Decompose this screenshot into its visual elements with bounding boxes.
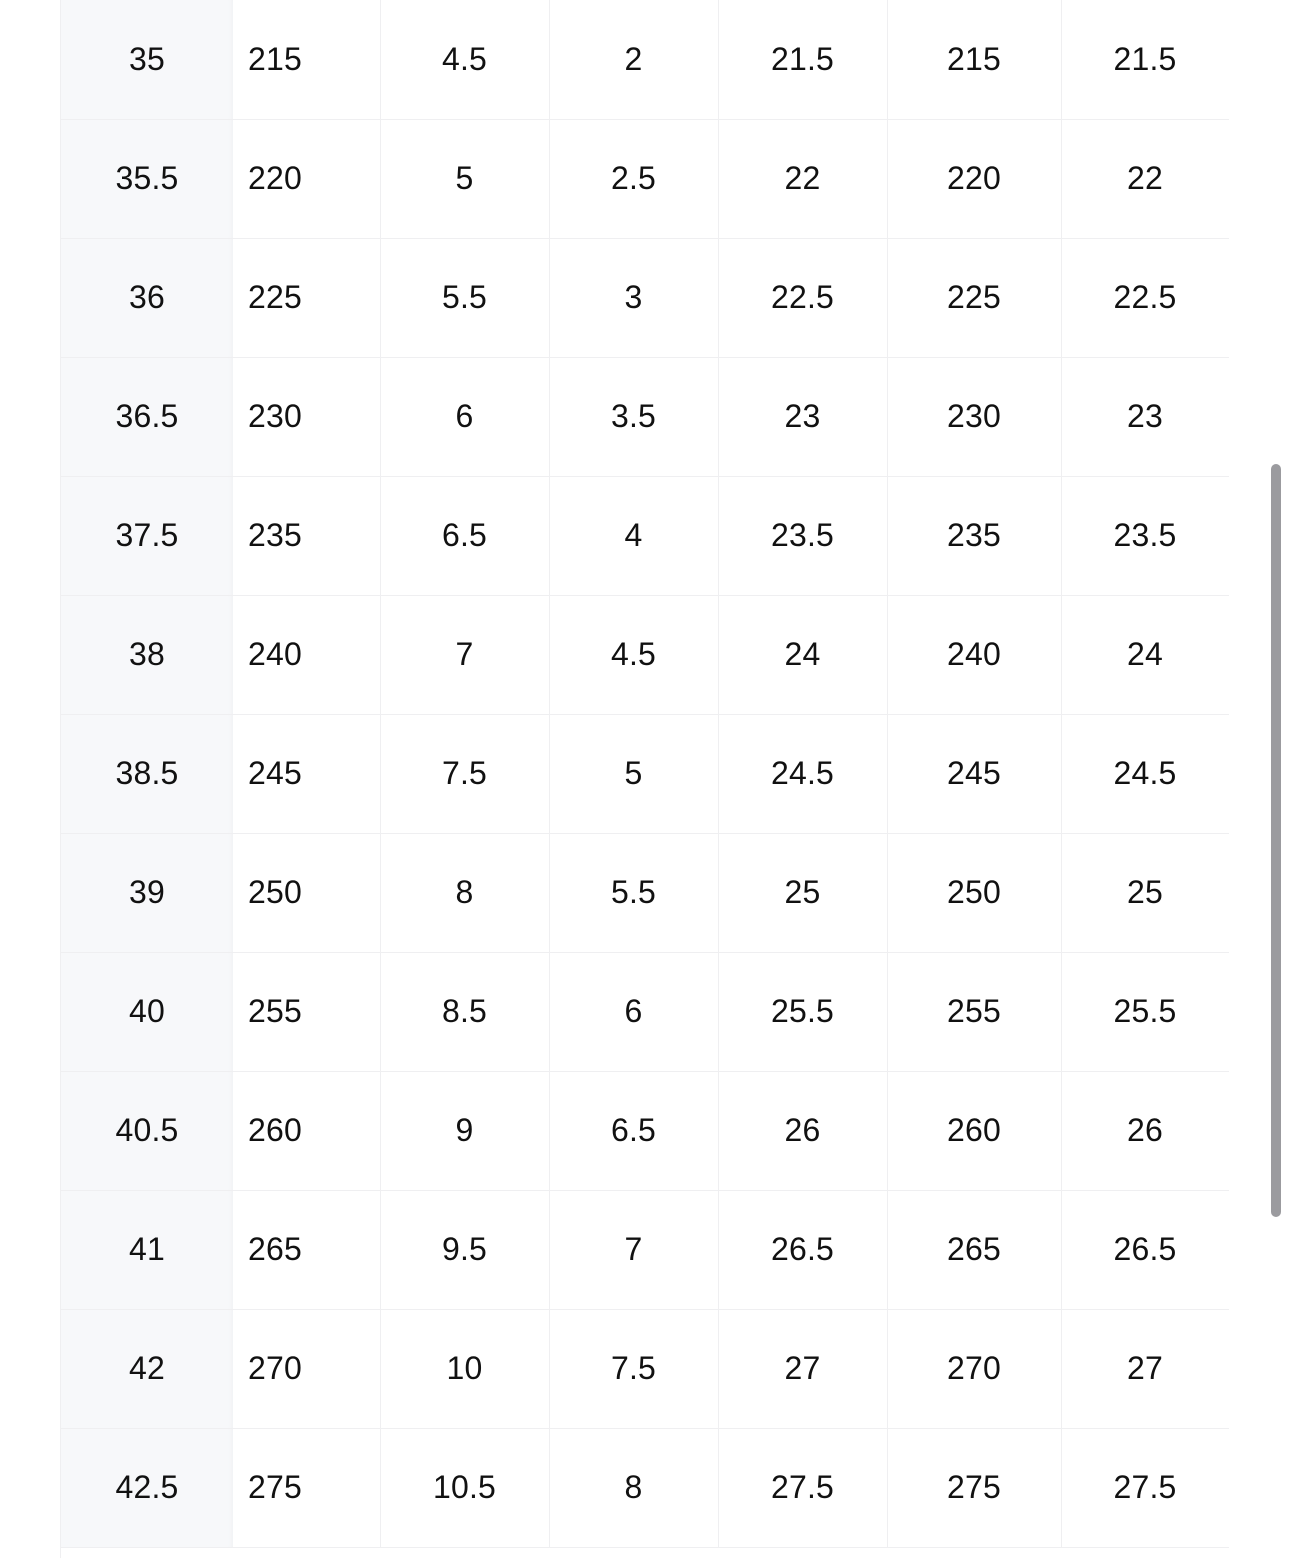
cell-col-7: 22 [1061, 119, 1229, 238]
cell-col-5: 25 [718, 833, 887, 952]
table-row [61, 1309, 1229, 1428]
cell-col-7: 25 [1061, 833, 1229, 952]
cell-col-4: 6.5 [549, 1071, 718, 1190]
cell-col-5: 26 [718, 1071, 887, 1190]
cell-col-6: 270 [887, 1309, 1061, 1428]
cell-col-3: 5 [380, 119, 549, 238]
cell-mm-size: 220 [233, 119, 380, 238]
cell-col-3: 9.5 [380, 1190, 549, 1309]
cell-mm-size: 240 [233, 595, 380, 714]
cell-col-7: 26 [1061, 1071, 1229, 1190]
cell-eu-size: 40.5 [61, 1071, 233, 1190]
cell-col-3: 6.5 [380, 476, 549, 595]
cell-col-3: 10.5 [380, 1428, 549, 1547]
cell-col-6: 220 [887, 119, 1061, 238]
cell-col-5: 22 [718, 119, 887, 238]
cell-mm-size: 265 [233, 1190, 380, 1309]
cell-eu-size: 42.5 [61, 1428, 233, 1547]
cell-col-7: 22.5 [1061, 238, 1229, 357]
size-chart-table [61, 0, 1229, 1548]
cell-col-6: 240 [887, 595, 1061, 714]
cell-col-6: 235 [887, 476, 1061, 595]
cell-col-4: 2 [549, 0, 718, 119]
cell-mm-size: 245 [233, 714, 380, 833]
cell-col-6: 215 [887, 0, 1061, 119]
table-row [61, 1071, 1229, 1190]
cell-col-5: 23 [718, 357, 887, 476]
cell-mm-size: 230 [233, 357, 380, 476]
cell-col-6: 255 [887, 952, 1061, 1071]
cell-col-5: 25.5 [718, 952, 887, 1071]
cell-col-7: 25.5 [1061, 952, 1229, 1071]
table-row [61, 833, 1229, 952]
cell-eu-size: 40 [61, 952, 233, 1071]
cell-eu-size: 41 [61, 1190, 233, 1309]
cell-col-6: 250 [887, 833, 1061, 952]
cell-col-4: 2.5 [549, 119, 718, 238]
cell-eu-size: 35 [61, 0, 233, 119]
table-row [61, 952, 1229, 1071]
cell-mm-size: 255 [233, 952, 380, 1071]
cell-col-5: 24 [718, 595, 887, 714]
table-row [61, 476, 1229, 595]
cell-eu-size: 36.5 [61, 357, 233, 476]
cell-eu-size: 42 [61, 1309, 233, 1428]
table-row [61, 238, 1229, 357]
size-chart-scroll-area[interactable] [61, 0, 1229, 1558]
cell-col-4: 5.5 [549, 833, 718, 952]
cell-col-3: 10 [380, 1309, 549, 1428]
table-row [61, 714, 1229, 833]
cell-col-7: 24 [1061, 595, 1229, 714]
cell-col-3: 7.5 [380, 714, 549, 833]
cell-col-3: 8 [380, 833, 549, 952]
cell-col-6: 230 [887, 357, 1061, 476]
cell-col-3: 9 [380, 1071, 549, 1190]
cell-eu-size: 36 [61, 238, 233, 357]
cell-col-3: 4.5 [380, 0, 549, 119]
cell-col-7: 26.5 [1061, 1190, 1229, 1309]
cell-col-4: 3 [549, 238, 718, 357]
table-row [61, 1190, 1229, 1309]
cell-col-6: 225 [887, 238, 1061, 357]
cell-col-4: 7 [549, 1190, 718, 1309]
cell-eu-size: 38.5 [61, 714, 233, 833]
cell-col-4: 4 [549, 476, 718, 595]
cell-mm-size: 225 [233, 238, 380, 357]
cell-mm-size: 215 [233, 0, 380, 119]
cell-mm-size: 275 [233, 1428, 380, 1547]
size-chart-body [61, 0, 1229, 1547]
cell-col-5: 23.5 [718, 476, 887, 595]
cell-col-5: 27.5 [718, 1428, 887, 1547]
cell-mm-size: 260 [233, 1071, 380, 1190]
cell-mm-size: 235 [233, 476, 380, 595]
cell-col-4: 3.5 [549, 357, 718, 476]
table-row [61, 119, 1229, 238]
cell-col-6: 260 [887, 1071, 1061, 1190]
cell-col-3: 6 [380, 357, 549, 476]
cell-col-5: 26.5 [718, 1190, 887, 1309]
cell-eu-size: 39 [61, 833, 233, 952]
table-row [61, 595, 1229, 714]
cell-mm-size: 270 [233, 1309, 380, 1428]
cell-col-3: 5.5 [380, 238, 549, 357]
cell-col-7: 27.5 [1061, 1428, 1229, 1547]
cell-col-4: 4.5 [549, 595, 718, 714]
cell-eu-size: 37.5 [61, 476, 233, 595]
cell-col-7: 23 [1061, 357, 1229, 476]
cell-col-5: 21.5 [718, 0, 887, 119]
cell-col-7: 27 [1061, 1309, 1229, 1428]
cell-col-6: 275 [887, 1428, 1061, 1547]
cell-col-3: 7 [380, 595, 549, 714]
cell-col-5: 27 [718, 1309, 887, 1428]
cell-col-7: 23.5 [1061, 476, 1229, 595]
cell-eu-size: 35.5 [61, 119, 233, 238]
vertical-scrollbar[interactable] [1271, 464, 1281, 1217]
cell-col-7: 24.5 [1061, 714, 1229, 833]
cell-col-5: 22.5 [718, 238, 887, 357]
table-row [61, 357, 1229, 476]
cell-col-4: 8 [549, 1428, 718, 1547]
cell-mm-size: 250 [233, 833, 380, 952]
cell-col-3: 8.5 [380, 952, 549, 1071]
cell-col-4: 6 [549, 952, 718, 1071]
cell-col-7: 21.5 [1061, 0, 1229, 119]
cell-col-6: 245 [887, 714, 1061, 833]
table-row [61, 1428, 1229, 1547]
cell-col-5: 24.5 [718, 714, 887, 833]
cell-col-6: 265 [887, 1190, 1061, 1309]
cell-col-4: 7.5 [549, 1309, 718, 1428]
cell-eu-size: 38 [61, 595, 233, 714]
cell-col-4: 5 [549, 714, 718, 833]
table-row [61, 0, 1229, 119]
